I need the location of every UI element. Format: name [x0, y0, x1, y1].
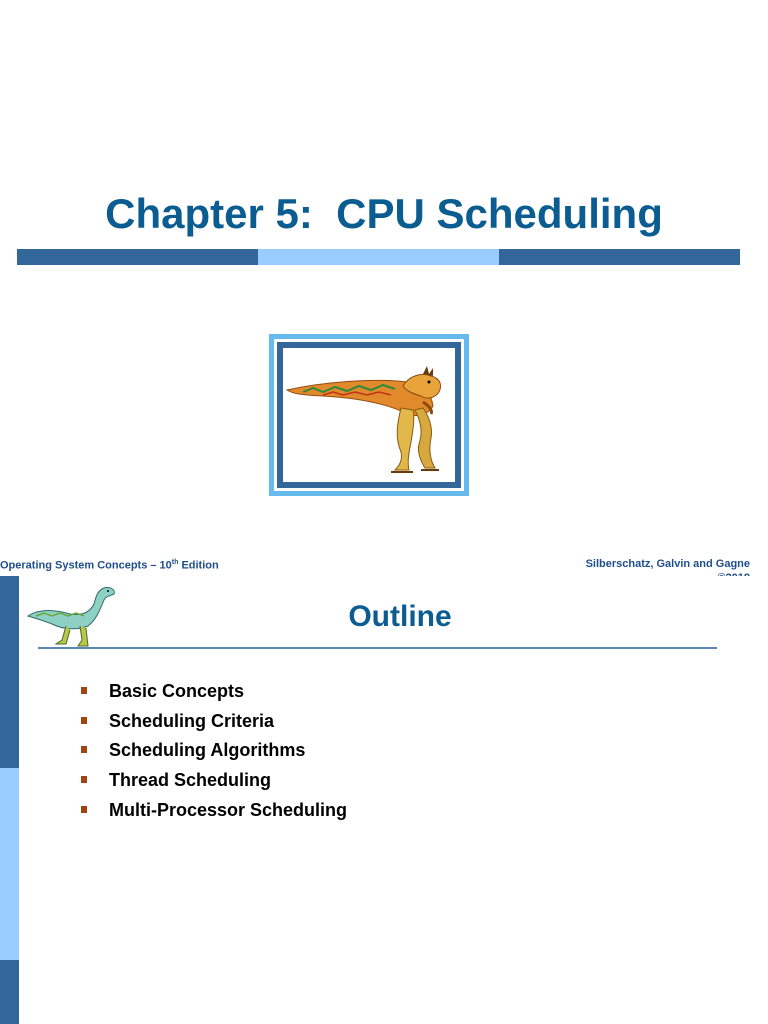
list-item: Basic Concepts — [80, 680, 347, 710]
slide-title: Outline — [348, 600, 452, 633]
footer-book-title: Operating System Concepts – 10th Edition — [0, 559, 219, 572]
dinosaur-frame — [269, 334, 469, 496]
slide-title: Chapter 5: CPU Scheduling — [105, 190, 663, 237]
list-item: Multi-Processor Scheduling — [80, 799, 347, 829]
bullet-icon — [81, 776, 87, 783]
bullet-icon — [81, 687, 87, 694]
list-item: Scheduling Algorithms — [80, 739, 347, 769]
side-bar-bottom — [0, 960, 19, 1024]
footer-authors: Silberschatz, Galvin and Gagne — [585, 558, 750, 570]
title-bar-middle — [258, 249, 499, 265]
title-underline — [38, 647, 717, 649]
title-bar-left — [17, 249, 258, 265]
side-bar-top — [0, 576, 19, 768]
dinosaur-icon — [283, 348, 459, 486]
title-bar-right — [499, 249, 740, 265]
side-bar-middle — [0, 768, 19, 960]
list-item: Scheduling Criteria — [80, 710, 347, 740]
bullet-icon — [81, 806, 87, 813]
dinosaur-icon — [26, 580, 118, 648]
outline-list — [80, 680, 347, 828]
bullet-icon — [81, 717, 87, 724]
bullet-icon — [81, 746, 87, 753]
outline-slide — [0, 576, 768, 1024]
list-item: Thread Scheduling — [80, 769, 347, 799]
